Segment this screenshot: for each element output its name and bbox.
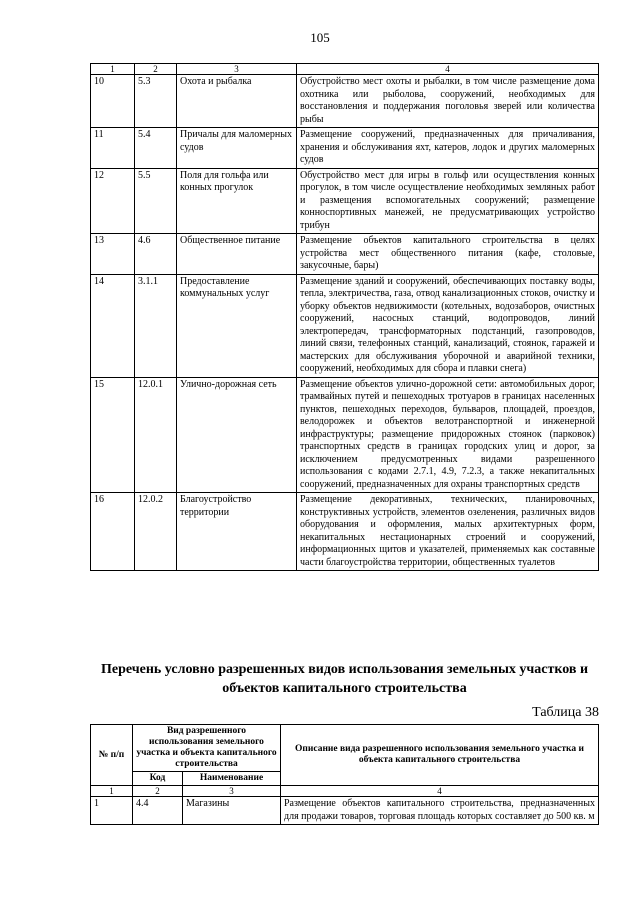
description-cell: Обустройство мест охоты и рыбалки, в том числе размещение дома охотника или рыболова, сооружений, необходимых для восстановления и поддержания поголовья зверей или количества рыбы bbox=[297, 75, 599, 128]
table-row bbox=[91, 493, 599, 571]
name-cell: Благоустройство территории bbox=[177, 493, 297, 571]
conditional-uses-table bbox=[90, 724, 599, 825]
name-cell: Поля для гольфа или конных прогулок bbox=[177, 168, 297, 234]
name-cell: Причалы для маломерных судов bbox=[177, 128, 297, 169]
column-number: 2 bbox=[135, 64, 177, 75]
header-use-type: Вид разрешенного использования земельного участка и объекта капитального строительства bbox=[133, 725, 281, 772]
row-number-cell: 10 bbox=[91, 75, 135, 128]
table-column-numbers bbox=[91, 64, 599, 75]
code-cell: 4.4 bbox=[133, 797, 183, 825]
description-cell: Размещение зданий и сооружений, обеспечивающих поставку воды, тепла, электричества, газа, отвод канализационных стоков, очистку и уборку объектов недвижимости (котельных, водозаборов, очистных сооружений, насосных станций, водопроводов, линий электропередач, трансформаторных подстанций, газопроводов, линий связи, телефонных станций, канализаций, стоянок, гаражей и мастерских для обслуживания уборочной и аварийной техники, сооружений, необходимых для сбора и плавки снега) bbox=[297, 274, 599, 377]
row-number-cell: 13 bbox=[91, 234, 135, 275]
column-number: 3 bbox=[183, 786, 281, 797]
description-cell: Размещение объектов капитального строительства, предназначенных для продажи товаров, торговая площадь которых составляет до 500 кв. м bbox=[281, 797, 599, 825]
column-number: 3 bbox=[177, 64, 297, 75]
name-cell: Магазины bbox=[183, 797, 281, 825]
code-cell: 4.6 bbox=[135, 234, 177, 275]
row-number-cell: 15 bbox=[91, 377, 135, 493]
column-number: 1 bbox=[91, 786, 133, 797]
table-header-row bbox=[91, 725, 599, 772]
column-number: 4 bbox=[281, 786, 599, 797]
page-number: 105 bbox=[310, 30, 330, 45]
table-column-numbers bbox=[91, 786, 599, 797]
row-number-cell: 1 bbox=[91, 797, 133, 825]
row-number-cell: 14 bbox=[91, 274, 135, 377]
code-cell: 5.4 bbox=[135, 128, 177, 169]
header-code: Код bbox=[133, 772, 183, 786]
table-row bbox=[91, 377, 599, 493]
description-cell: Размещение сооружений, предназначенных для причаливания, хранения и обслуживания яхт, катеров, лодок и других маломерных судов bbox=[297, 128, 599, 169]
permitted-uses-table bbox=[90, 63, 599, 571]
code-cell: 12.0.1 bbox=[135, 377, 177, 493]
section-heading: Перечень условно разрешенных видов использования земельных участков и объектов капитального строительства bbox=[100, 662, 589, 696]
column-number: 2 bbox=[133, 786, 183, 797]
row-number-cell: 16 bbox=[91, 493, 135, 571]
code-cell: 3.1.1 bbox=[135, 274, 177, 377]
row-number-cell: 11 bbox=[91, 128, 135, 169]
description-cell: Размещение объектов улично-дорожной сети: автомобильных дорог, трамвайных путей и пешеходных тротуаров в границах населенных пунктов, пешеходных переходов, бульваров, площадей, проездов, велодорожек и объектов велотранспортной и инженерной инфраструктуры; размещение придорожных стоянок (парковок) транспортных средств в границах городских улиц и дорог, за исключением предусмотренных видами разрешенного использования с кодами 2.7.1, 4.9, 7.2.3, а также некапитальных сооружений, предназначенных для охраны транспортных средств bbox=[297, 377, 599, 493]
header-name: Наименование bbox=[183, 772, 281, 786]
table-caption: Таблица 38 bbox=[532, 705, 599, 720]
table-row bbox=[91, 234, 599, 275]
name-cell: Улично-дорожная сеть bbox=[177, 377, 297, 493]
code-cell: 5.5 bbox=[135, 168, 177, 234]
description-cell: Обустройство мест для игры в гольф или осуществления конных прогулок, в том числе осуществление необходимых земляных работ и размещения вспомогательных сооружений; размещение конноспортивных манежей, не предусматривающих устройство трибун bbox=[297, 168, 599, 234]
column-number: 1 bbox=[91, 64, 135, 75]
row-number-cell: 12 bbox=[91, 168, 135, 234]
description-cell: Размещение декоративных, технических, планировочных, конструктивных устройств, элементов озеленения, различных видов оборудования и оформления, малых архитектурных форм, некапитальных нестационарных строений и сооружений, информационных щитов и указателей, применяемых как составные части благоустройства территории, общественных туалетов bbox=[297, 493, 599, 571]
table-row bbox=[91, 168, 599, 234]
table-row bbox=[91, 274, 599, 377]
header-row-number: № п/п bbox=[91, 725, 133, 786]
code-cell: 12.0.2 bbox=[135, 493, 177, 571]
description-cell: Размещение объектов капитального строительства в целях устройства мест общественного питания (кафе, столовые, закусочные, бары) bbox=[297, 234, 599, 275]
table-row bbox=[91, 128, 599, 169]
column-number: 4 bbox=[297, 64, 599, 75]
code-cell: 5.3 bbox=[135, 75, 177, 128]
header-description: Описание вида разрешенного использования земельного участка и объекта капитального строительства bbox=[281, 725, 599, 786]
name-cell: Предоставление коммунальных услуг bbox=[177, 274, 297, 377]
table-row bbox=[91, 75, 599, 128]
table-row bbox=[91, 797, 599, 825]
name-cell: Общественное питание bbox=[177, 234, 297, 275]
name-cell: Охота и рыбалка bbox=[177, 75, 297, 128]
